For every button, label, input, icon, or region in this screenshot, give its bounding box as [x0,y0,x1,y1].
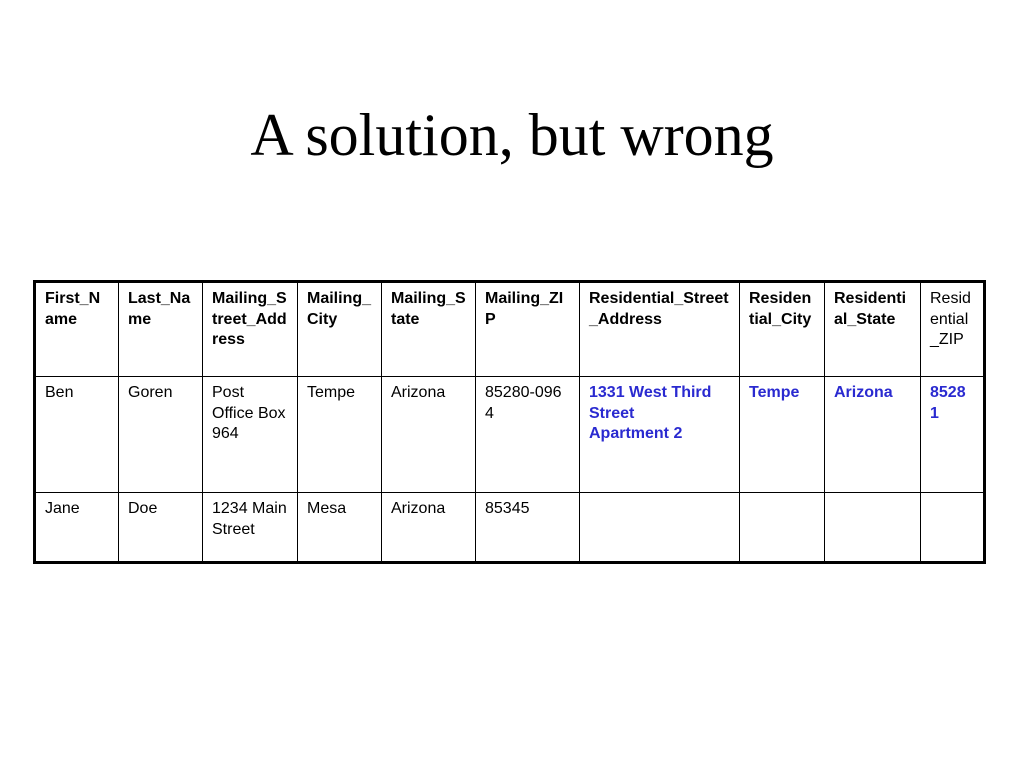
cell-last-name: Doe [119,493,203,563]
table-row [35,493,985,563]
table-header-row [35,282,985,377]
cell-mailing-street: Post Office Box 964 [203,377,298,493]
column-header-residential-street: Residential_Street_Address [580,282,740,377]
cell-residential-zip: 85281 [921,377,985,493]
column-header-mailing-zip: Mailing_ZIP [476,282,580,377]
table-row [35,377,985,493]
cell-mailing-street: 1234 Main Street [203,493,298,563]
cell-last-name: Goren [119,377,203,493]
cell-mailing-city: Mesa [298,493,382,563]
column-header-mailing-street: Mailing_Street_Address [203,282,298,377]
column-header-last-name: Last_Name [119,282,203,377]
cell-residential-street [580,377,740,493]
cell-first-name: Jane [35,493,119,563]
cell-mailing-state: Arizona [382,377,476,493]
cell-mailing-zip: 85280-0964 [476,377,580,493]
address-table [33,280,986,564]
cell-mailing-state: Arizona [382,493,476,563]
cell-first-name: Ben [35,377,119,493]
cell-residential-zip [921,493,985,563]
cell-residential-state [825,493,921,563]
column-header-residential-city: Residential_City [740,282,825,377]
cell-residential-street [580,493,740,563]
column-header-first-name: First_Name [35,282,119,377]
residential-street-line-2: Apartment 2 [589,425,683,442]
residential-street-line-1: 1331 West Third Street [589,384,712,422]
cell-mailing-city: Tempe [298,377,382,493]
column-header-residential-state: Residential_State [825,282,921,377]
cell-residential-state: Arizona [825,377,921,493]
cell-residential-city: Tempe [740,377,825,493]
cell-mailing-zip: 85345 [476,493,580,563]
column-header-residential-zip: Residential_ZIP [921,282,985,377]
column-header-mailing-city: Mailing_ City [298,282,382,377]
cell-residential-city [740,493,825,563]
slide-title: A solution, but wrong [250,102,774,168]
column-header-mailing-state: Mailing_State [382,282,476,377]
